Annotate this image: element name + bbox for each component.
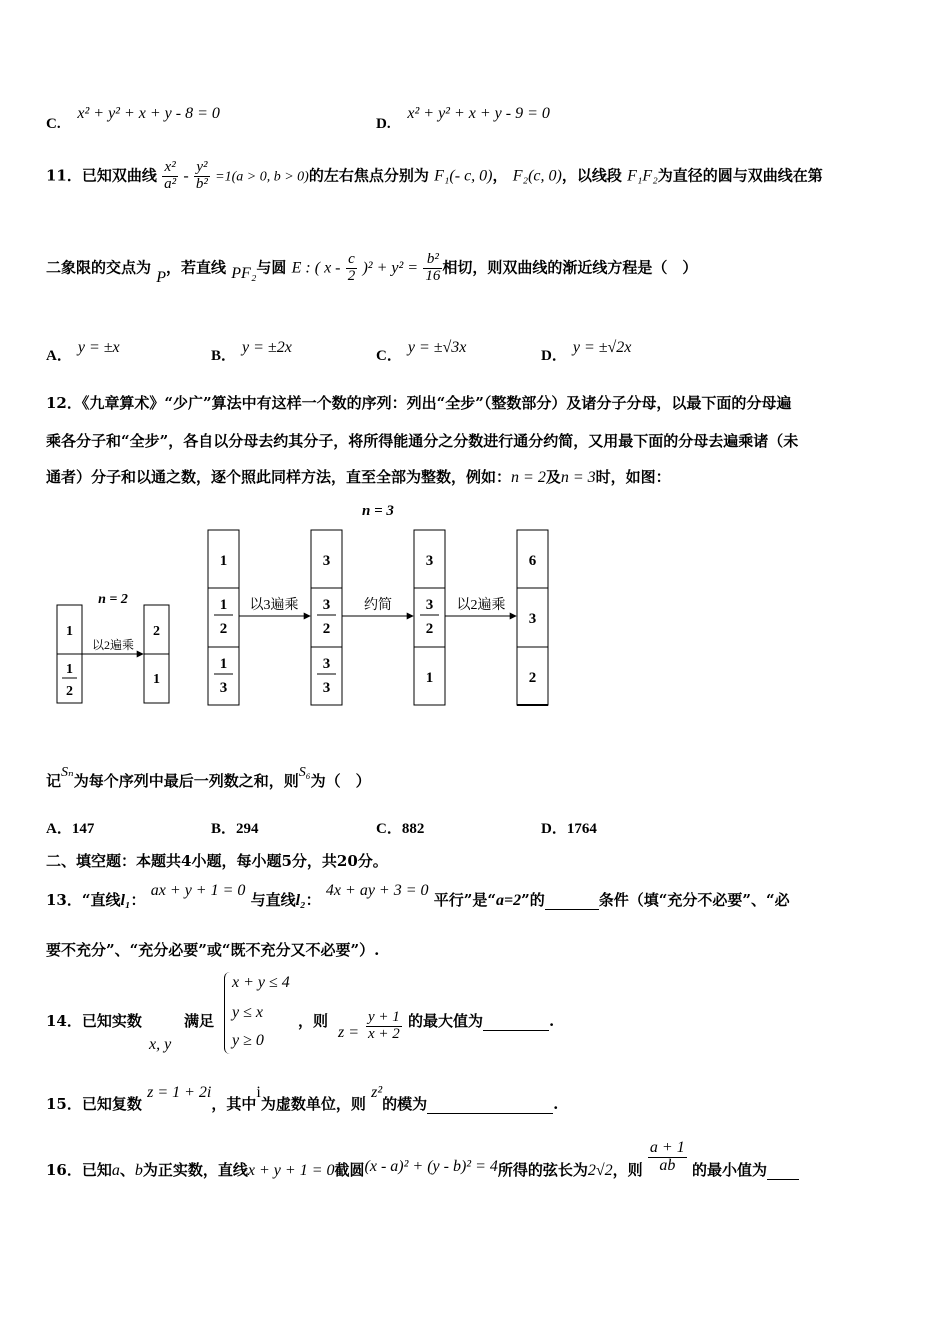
q12-text: 为（ ） xyxy=(310,772,371,790)
n3-column-4 xyxy=(517,530,548,705)
section-heading: 二、填空题：本题共4小题，每小题5分，共20分。 xyxy=(46,852,388,870)
q16-text: 为正实数，直线 xyxy=(142,1161,248,1180)
q15-line xyxy=(46,1081,559,1113)
q12-text: 时，如图： xyxy=(595,468,671,486)
option-value: 147 xyxy=(71,821,95,837)
hyperbola-y-term: $\frac{\text{y²}}{\text{b²}}$ xyxy=(195,159,208,192)
q14-text: ，则 xyxy=(298,1012,329,1030)
q13-text: 条件（填“充分不必要”、“必 xyxy=(598,891,790,909)
point-p: P xyxy=(156,269,167,287)
q14-tail xyxy=(408,1010,554,1031)
q11-text: 为直径的圆与双曲线在第 xyxy=(657,166,823,185)
cell-value: 3 xyxy=(322,553,331,569)
circle-fraction-b2-16: $\frac{\text{b²}}{16}$ xyxy=(425,251,441,284)
q12-line-1: 12．《九章算术》“少广”算法中有这样一个数的序列：列出“全步”（整数部分）及诸分子分母，以最下面的分母遍 xyxy=(46,394,792,412)
z-fraction: $\frac{y + 1}{x + 2}$ xyxy=(368,1009,400,1042)
option-label: B． xyxy=(211,348,237,364)
n2-left-column xyxy=(57,605,82,703)
arrow-3-label: 以2遍乘 xyxy=(456,598,506,613)
cell-value: 1 xyxy=(153,672,160,687)
option-expression: x² + y² + x + y - 8 = 0 xyxy=(77,105,220,122)
answer-blank[interactable] xyxy=(767,1161,799,1180)
q11-option-c xyxy=(376,336,467,364)
punct: . xyxy=(553,1095,559,1113)
cell-value: 3 xyxy=(425,553,434,569)
option-label: D． xyxy=(541,348,567,364)
q12-text: 及 xyxy=(545,468,561,486)
segment-f1f2: F₁F₂ xyxy=(627,167,658,185)
q12-option-a xyxy=(46,817,94,838)
option-label: D． xyxy=(541,821,567,837)
z-squared: z² xyxy=(371,1084,383,1101)
line-l1-equation: ax + y + 1 = 0 xyxy=(150,882,246,899)
option-label: C． xyxy=(376,348,402,364)
q11-text: 的左右焦点分别为 xyxy=(308,166,429,185)
cell-value: 1 xyxy=(219,553,228,569)
q11-option-a xyxy=(46,336,120,364)
line-l2-equation: 4x + ay + 3 = 0 xyxy=(325,882,429,899)
cell-numerator: 3 xyxy=(322,597,331,613)
punct: ： xyxy=(130,891,146,909)
option-value: 1764 xyxy=(566,821,597,837)
n-equals-2: n = 2 xyxy=(511,469,546,486)
option-label: A． xyxy=(46,821,72,837)
q14-text: 满足 xyxy=(184,1012,215,1030)
q11-option-b xyxy=(211,336,292,364)
option-label: C． xyxy=(376,821,402,837)
cell-numerator: 3 xyxy=(425,597,434,613)
punct: ： xyxy=(305,891,321,909)
q11-text: ，以线段 xyxy=(561,166,622,185)
target-fraction: $\frac{a + 1}{ab}$ xyxy=(649,1139,685,1174)
q16-text: 所得的弦长为 xyxy=(497,1161,588,1180)
q11-line-2 xyxy=(46,252,697,285)
q12-option-b xyxy=(211,817,259,838)
cell-value: 2 xyxy=(153,624,160,639)
cell-value: 3 xyxy=(528,611,537,627)
option-expression: y = ±√3x xyxy=(407,339,467,356)
option-label: D. xyxy=(376,116,391,132)
punct: 、 xyxy=(119,1161,135,1180)
cell-numerator: 1 xyxy=(219,597,228,613)
constraint-3: y ≥ 0 xyxy=(232,1032,264,1049)
complex-z: z = 1 + 2i xyxy=(147,1084,212,1101)
q12-text: 记 xyxy=(46,772,62,790)
answer-blank[interactable] xyxy=(545,891,599,910)
n-equals-3: n = 3 xyxy=(560,469,596,486)
answer-blank[interactable] xyxy=(427,1095,553,1114)
arrow-2-label: 约简 xyxy=(364,598,392,613)
question-number: 11． xyxy=(46,166,82,185)
circle-equation: (x - a)² + (y - b)² = 4 xyxy=(364,1158,498,1176)
s6-symbol: S₆ xyxy=(298,765,311,780)
cell-numerator: 1 xyxy=(66,662,73,677)
q13-text: 平行”是“ xyxy=(433,891,497,909)
imaginary-unit: i xyxy=(256,1084,261,1101)
q12-line-4 xyxy=(46,764,371,790)
cell-denominator: 2 xyxy=(219,621,228,637)
q11-text: ，若直线 xyxy=(166,258,227,277)
q13-line-2: 要不充分”、“充分必要”或“既不充分又不必要”）. xyxy=(46,941,380,959)
cell-denominator: 2 xyxy=(66,684,73,699)
constraint-2: y ≤ x xyxy=(232,1004,263,1021)
q16-text: 的最小值为 xyxy=(691,1161,767,1180)
circle-eq-start: E : ( x - xyxy=(291,259,341,277)
option-label: B． xyxy=(211,821,237,837)
z-equals: z = xyxy=(338,1024,360,1041)
q12-line-2: 乘各分子和“全步”，各自以分母去约其分子，将所得能通分之分数进行通分约简，又用最下面的分母去遍乘诸（未 xyxy=(46,432,799,450)
n3-column-2 xyxy=(311,530,342,705)
cell-value: 1 xyxy=(425,670,434,686)
q16-text: 截圆 xyxy=(334,1161,365,1180)
figure-title-n3: n = 3 xyxy=(362,503,394,519)
q15-text: 为虚数单位，则 xyxy=(260,1095,366,1113)
punct: ， xyxy=(492,166,508,185)
arrow-1-label: 以3遍乘 xyxy=(249,598,299,613)
cell-denominator: 3 xyxy=(219,680,228,696)
constraint-1: x + y ≤ 4 xyxy=(232,974,290,991)
punct: . xyxy=(549,1012,555,1030)
option-expression: y = ±√2x xyxy=(572,339,632,356)
condition-a-equals-2: a=2 xyxy=(496,892,522,909)
cell-denominator: 2 xyxy=(322,621,331,637)
circle-eq-mid: )² + y² = xyxy=(362,259,419,277)
n2-right-column xyxy=(144,605,169,703)
option-expression: y = ±2x xyxy=(242,339,292,356)
focus-f1: F₁(- c, 0) xyxy=(434,167,493,185)
q13-text: 与直线 xyxy=(250,891,296,909)
sn-symbol: Sₙ xyxy=(61,765,74,780)
option-value: 882 xyxy=(401,821,425,837)
line-pf2: PF₂ xyxy=(231,265,257,283)
q10-option-c xyxy=(46,104,220,132)
hyperbola-x-term: $\frac{\text{x²}}{\text{a²}}$ xyxy=(164,159,177,192)
chord-length: 2√2 xyxy=(587,1162,613,1180)
line-l1: l₁ xyxy=(120,892,131,909)
cell-denominator: 3 xyxy=(322,680,331,696)
q15-text: ，其中 xyxy=(211,1095,257,1113)
q13-text: ”的 xyxy=(521,891,545,909)
n3-column-3 xyxy=(414,530,445,705)
q11-text: 已知双曲线 xyxy=(81,166,157,185)
q12-option-c xyxy=(376,817,424,838)
hyperbola-condition: =1(a > 0, b > 0) xyxy=(215,169,309,185)
cell-denominator: 2 xyxy=(425,621,434,637)
option-label: C. xyxy=(46,116,61,132)
var-a: a xyxy=(111,1162,120,1180)
q11-text: 与圆 xyxy=(256,258,287,277)
cell-numerator: 3 xyxy=(322,656,331,672)
sequence-figure xyxy=(0,495,950,725)
variables-xy: x, y xyxy=(149,1036,172,1053)
minus-sign: - xyxy=(183,167,189,185)
q11-line-1 xyxy=(46,160,823,193)
q14 xyxy=(46,970,646,1060)
q11-option-d xyxy=(541,336,632,364)
q15-text: 15．已知复数 xyxy=(46,1095,142,1113)
q14-text: 14．已知实数 xyxy=(46,1012,142,1030)
q13-text: 13．“直线 xyxy=(46,891,121,909)
line-equation: x + y + 1 = 0 xyxy=(247,1162,335,1180)
n2-arrow-label: 以2遍乘 xyxy=(91,638,135,652)
q12-line-3 xyxy=(46,466,671,487)
cell-numerator: 1 xyxy=(219,656,228,672)
focus-f2: F₂(c, 0) xyxy=(512,167,562,185)
cell-value: 6 xyxy=(528,553,537,569)
option-expression: x² + y² + x + y - 9 = 0 xyxy=(407,105,550,122)
answer-blank[interactable] xyxy=(483,1012,549,1031)
q12-option-d xyxy=(541,817,597,838)
q15-text: 的模为 xyxy=(382,1095,428,1113)
option-expression: y = ±x xyxy=(77,339,120,356)
n3-column-1 xyxy=(208,530,239,705)
option-label: A． xyxy=(46,348,72,364)
cell-value: 2 xyxy=(528,670,537,686)
q16-text: ，则 xyxy=(612,1161,643,1180)
option-value: 294 xyxy=(236,821,259,837)
circle-fraction-c2: $\frac{c}{2}$ xyxy=(347,251,356,284)
var-b: b xyxy=(134,1162,143,1180)
q13-line-1 xyxy=(46,879,790,909)
q11-text: 二象限的交点为 xyxy=(46,258,152,277)
line-l2: l₂ xyxy=(295,892,306,909)
q11-text: 相切，则双曲线的渐近线方程是（ ） xyxy=(442,258,698,277)
q12-text: 为每个序列中最后一列数之和，则 xyxy=(73,772,299,790)
q16-line xyxy=(46,1139,799,1180)
q12-text: 通者）分子和以通之数，逐个照此同样方法，直至全部为整数，例如： xyxy=(46,468,512,486)
figure-title-n2: n = 2 xyxy=(98,592,128,607)
cell-value: 1 xyxy=(66,624,73,639)
q10-option-d xyxy=(376,104,550,132)
q14-text: 的最大值为 xyxy=(408,1012,484,1030)
q16-text: 16．已知 xyxy=(46,1161,112,1180)
